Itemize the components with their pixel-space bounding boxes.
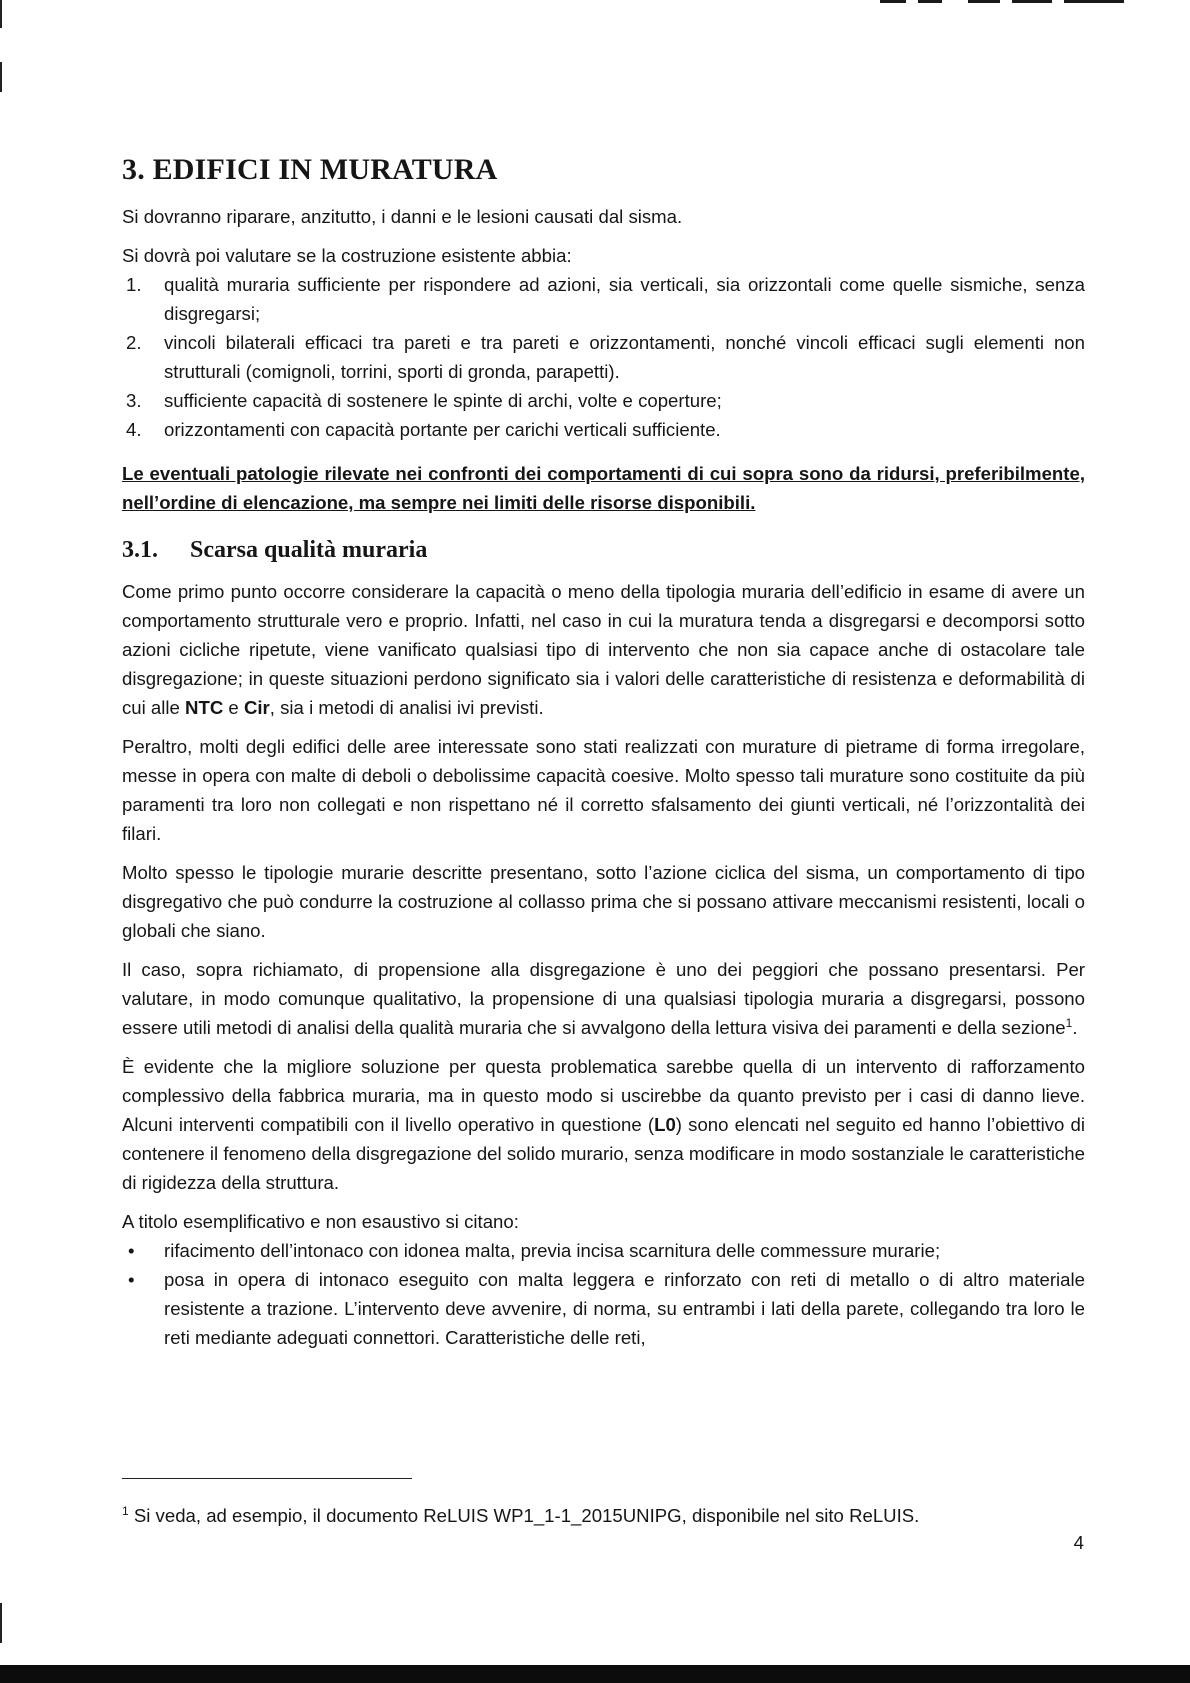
scan-edge-mark: [0, 1603, 2, 1643]
footnote-text: Si veda, ad esempio, il documento ReLUIS WP1_1-1_2015UNIPG, disponibile nel sito ReLUIS.: [128, 1505, 920, 1526]
list-number: 2.: [126, 332, 142, 353]
list-item: [122, 1236, 1085, 1265]
body-paragraph: Molto spesso le tipologie murarie descritte presentano, sotto l’azione ciclica del sisma, un comportamento di tipo disgregativo che può condurre la costruzione al collasso prima che si possano attivare meccanismi resistenti, locali o globali che siano.: [122, 862, 1085, 941]
text-run: È evidente che la migliore soluzione per questa problematica sarebbe quella di un intervento di rafforzamento complessivo della fabbrica muraria, ma in questo modo si uscirebbe da quanto previsto per i casi di danno lieve. Alcuni interventi compatibili con il livello operativo in questione (: [122, 1056, 1085, 1135]
list-item: [122, 328, 1085, 386]
page-title: 3. EDIFICI IN MURATURA: [122, 153, 498, 186]
list-item: [122, 415, 1085, 444]
footnote: [122, 1502, 1082, 1530]
footnote-separator: [122, 1478, 412, 1479]
list-number: 3.: [126, 390, 142, 411]
bold-term: NTC: [185, 697, 224, 718]
scan-edge-mark: [1012, 0, 1052, 3]
list-number: 1.: [126, 274, 142, 295]
bold-term: L0: [654, 1114, 676, 1135]
section-title: Scarsa qualità muraria: [190, 537, 428, 563]
bullet-list: [122, 1236, 1085, 1352]
intro-paragraph: Si dovrà poi valutare se la costruzione esistente abbia:: [122, 245, 572, 266]
list-item: [122, 1265, 1085, 1352]
body-paragraph: [122, 577, 1085, 722]
document-page: [122, 150, 1085, 1352]
text-run: , sia i metodi di analisi ivi previsti.: [269, 697, 544, 718]
body-paragraph: [122, 955, 1085, 1042]
list-item: [122, 270, 1085, 328]
footnote-marker: 1: [122, 1503, 129, 1518]
body-paragraph: Peraltro, molti degli edifici delle aree interessate sono stati realizzati con murature di pietrame di forma irregolare, messe in opera con malte di deboli o debolissime capacità coesive. Molto spesso tali murature sono costituite da più paramenti tra loro non collegati e non rispettano né il corretto sfalsamento dei giunti verticali, né l’orizzontalità dei filari.: [122, 736, 1085, 844]
page-number: 4: [1073, 1532, 1084, 1553]
body-paragraph: A titolo esemplificativo e non esaustivo si citano:: [122, 1211, 519, 1232]
list-item-text: posa in opera di intonaco eseguito con malta leggera e rinforzato con reti di metallo o di altro materiale resistente a trazione. L’intervento deve avvenire, di norma, su entrambi i lati della parete, collegando tra loro le reti mediante adeguati connettori. Caratteristiche delle reti,: [164, 1269, 1085, 1348]
text-run: e: [223, 697, 244, 718]
section-heading: [122, 533, 1085, 567]
highlight-note: Le eventuali patologie rilevate nei confronti dei comportamenti di cui sopra sono da ridursi, preferibilmente, nell’ordine di elencazione, ma sempre nei limiti delle risorse disponibili.: [122, 463, 1085, 513]
scan-bottom-border: [0, 1665, 1190, 1683]
scan-edge-mark: [0, 62, 2, 92]
list-item-text: orizzontamenti con capacità portante per carichi verticali sufficiente.: [164, 419, 721, 440]
text-run: .: [1072, 1017, 1078, 1038]
footnote-reference[interactable]: 1: [1065, 1015, 1073, 1030]
list-item-text: rifacimento dell’intonaco con idonea malta, previa incisa scarnitura delle commessure murarie;: [164, 1240, 941, 1261]
intro-paragraph: Si dovranno riparare, anzitutto, i danni e le lesioni causati dal sisma.: [122, 206, 683, 227]
text-run: Il caso, sopra richiamato, di propensione alla disgregazione è uno dei peggiori che possano presentarsi. Per valutare, in modo comunque qualitativo, la propensione di una qualsiasi tipologia muraria a disgregarsi, possono essere utili metodi di analisi della qualità muraria che si avvalgono della lettura visiva dei paramenti e della sezione: [122, 959, 1085, 1038]
scan-edge-mark: [918, 0, 942, 3]
bullet-icon: •: [128, 1240, 135, 1261]
list-item-text: vincoli bilaterali efficaci tra pareti e tra pareti e orizzontamenti, nonché vincoli efficaci sugli elementi non strutturali (comignoli, torrini, sporti di gronda, parapetti).: [164, 332, 1085, 382]
text-run: ) sono elencati nel seguito ed hanno l’obiettivo di contenere il fenomeno della disgregazione del solido murario, senza modificare in modo sostanziale le caratteristiche di rigidezza della struttura.: [122, 1114, 1085, 1193]
check-list: [122, 270, 1085, 444]
scan-edge-mark: [0, 0, 2, 28]
section-number: 3.1.: [122, 537, 158, 563]
body-paragraph: [122, 1052, 1085, 1197]
bold-term: Cir: [243, 697, 270, 718]
list-item-text: qualità muraria sufficiente per rispondere ad azioni, sia verticali, sia orizzontali come quelle sismiche, senza disgregarsi;: [164, 274, 1085, 324]
list-item-text: sufficiente capacità di sostenere le spinte di archi, volte e coperture;: [164, 390, 722, 411]
text-run: Come primo punto occorre considerare la capacità o meno della tipologia muraria dell’edificio in esame di avere un comportamento strutturale vero e proprio. Infatti, nel caso in cui la muratura tenda a disgregarsi e decomporsi sotto azioni cicliche ripetute, viene vanificato qualsiasi tipo di intervento che non sia capace anche di ostacolare tale disgregazione; in queste situazioni perdono significato sia i valori delle caratteristiche di resistenza e deformabilità di cui alle: [122, 581, 1085, 718]
scan-edge-mark: [968, 0, 1000, 3]
bullet-icon: •: [128, 1269, 135, 1290]
list-item: [122, 386, 1085, 415]
scan-edge-mark: [880, 0, 906, 3]
scan-edge-mark: [1064, 0, 1124, 3]
list-number: 4.: [126, 419, 142, 440]
